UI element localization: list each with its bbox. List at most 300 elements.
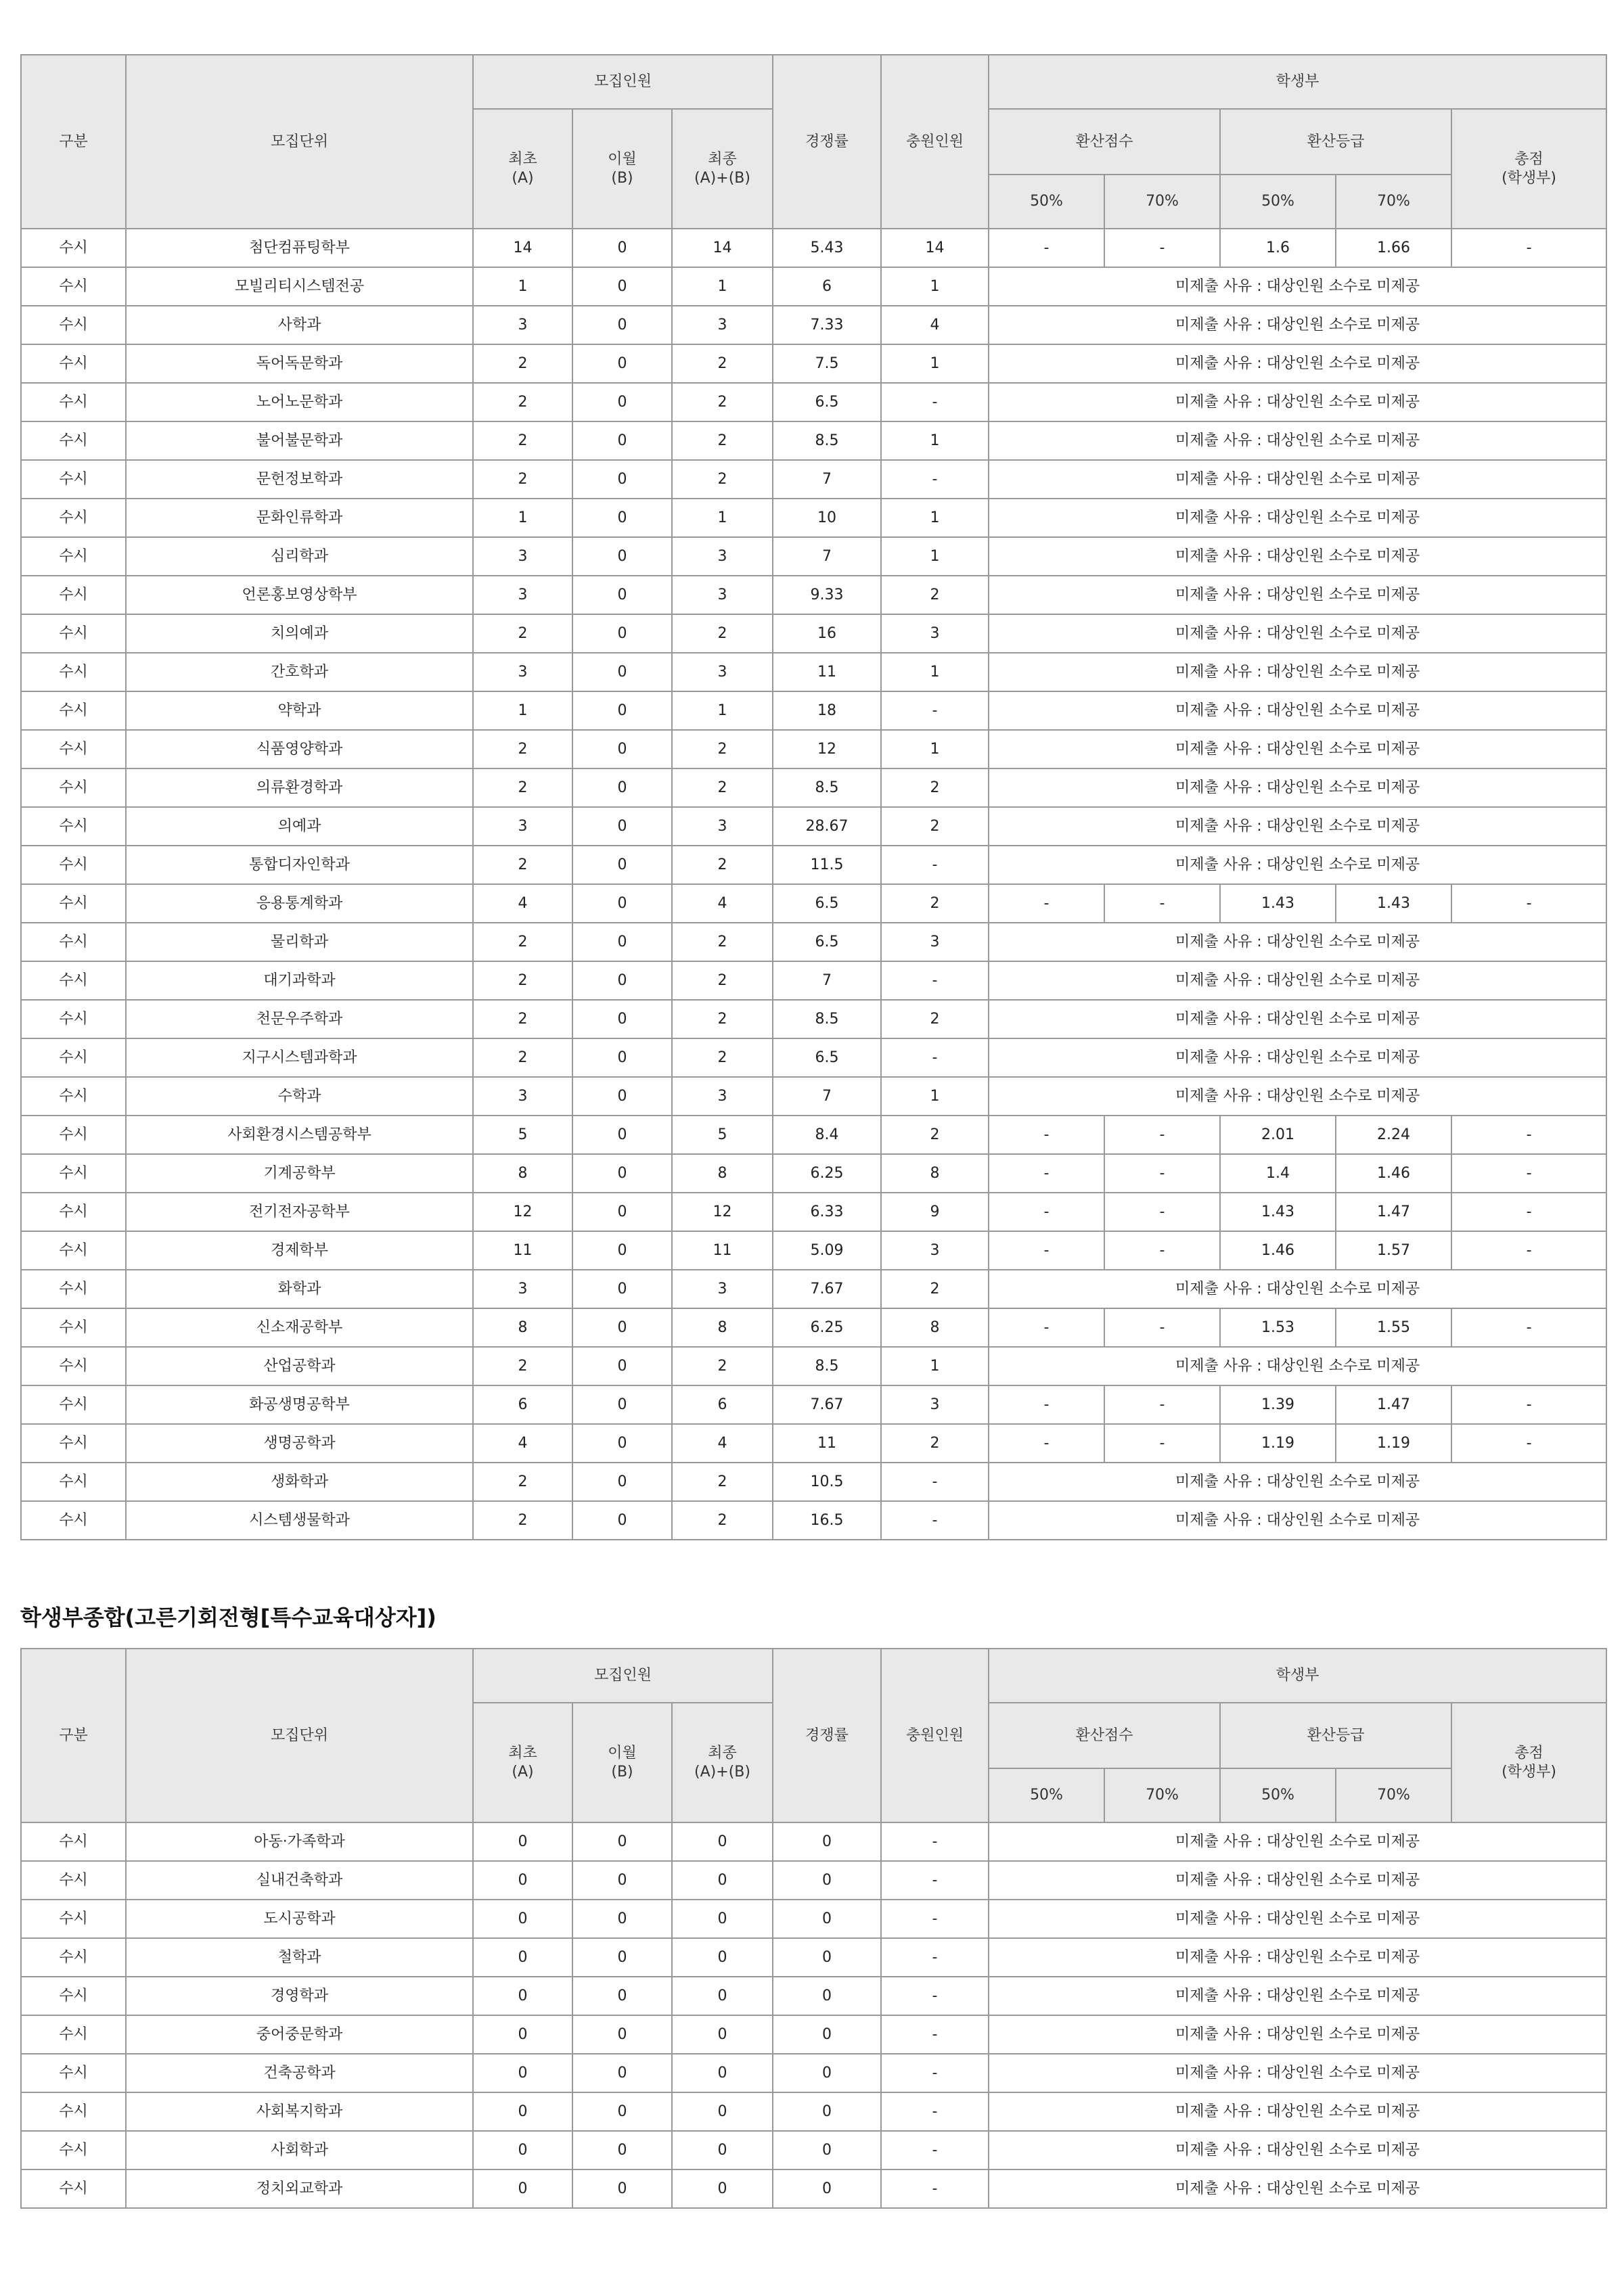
table-cell: 3 (881, 1385, 989, 1424)
header-grade-70: 70% (1336, 1768, 1451, 1822)
table-cell: 1.19 (1220, 1424, 1336, 1463)
table-row (21, 576, 1606, 614)
table-row (21, 1822, 1606, 1861)
table-cell: 3 (672, 1270, 773, 1308)
table-cell: 0 (572, 614, 672, 653)
table-cell: 4 (473, 1424, 572, 1463)
table-cell: 0 (773, 2092, 881, 2131)
table-cell: 14 (672, 229, 773, 267)
undisclosed-note: 미제출 사유 : 대상인원 소수로 미제공 (989, 614, 1606, 653)
table-cell: 0 (473, 1977, 572, 2015)
table-cell: 수시 (21, 1308, 126, 1347)
table-row (21, 383, 1606, 421)
undisclosed-note: 미제출 사유 : 대상인원 소수로 미제공 (989, 1900, 1606, 1938)
table-row (21, 421, 1606, 460)
undisclosed-note: 미제출 사유 : 대상인원 소수로 미제공 (989, 1077, 1606, 1116)
table-cell: 0 (572, 1501, 672, 1540)
table-cell: 11 (773, 653, 881, 691)
header-final: 최종 (A)+(B) (672, 109, 773, 229)
table-cell: 2 (881, 1116, 989, 1154)
table-cell: 0 (572, 499, 672, 537)
table-cell: 수시 (21, 2054, 126, 2092)
table-row (21, 229, 1606, 267)
header-score: 환산점수 (989, 109, 1220, 175)
table-cell: 2 (672, 1038, 773, 1077)
table-cell: - (881, 1861, 989, 1900)
undisclosed-note: 미제출 사유 : 대상인원 소수로 미제공 (989, 460, 1606, 499)
table-cell: 수시 (21, 1938, 126, 1977)
table-cell: 1 (881, 1077, 989, 1116)
table-row (21, 884, 1606, 923)
table-cell: - (989, 884, 1104, 923)
table-cell: 2 (473, 383, 572, 421)
table-cell: 0 (572, 2015, 672, 2054)
table-cell: 불어불문학과 (126, 421, 473, 460)
table-row (21, 1308, 1606, 1347)
table-cell: 심리학과 (126, 537, 473, 576)
table-cell: - (1104, 1154, 1220, 1193)
table-cell: 8.5 (773, 421, 881, 460)
table-cell: 2 (672, 1501, 773, 1540)
table-cell: 0 (572, 1270, 672, 1308)
table-cell: 2 (672, 614, 773, 653)
table-cell: 수시 (21, 267, 126, 306)
table-cell: - (881, 961, 989, 1000)
table-cell: - (1451, 1308, 1606, 1347)
table-cell: - (1451, 1154, 1606, 1193)
table-cell: 0 (572, 923, 672, 961)
table-cell: 물리학과 (126, 923, 473, 961)
table-cell: - (1104, 1308, 1220, 1347)
table-cell: - (881, 2092, 989, 2131)
table-cell: - (1451, 1231, 1606, 1270)
table-cell: 7 (773, 537, 881, 576)
undisclosed-note: 미제출 사유 : 대상인원 소수로 미제공 (989, 1000, 1606, 1038)
table-cell: 경영학과 (126, 1977, 473, 2015)
table-cell: 0 (672, 1900, 773, 1938)
table-cell: - (1104, 229, 1220, 267)
table-cell: 수시 (21, 421, 126, 460)
header-unit: 모집단위 (126, 55, 473, 229)
table-cell: 1 (473, 691, 572, 730)
table-cell: 수시 (21, 768, 126, 807)
table-cell: 5.09 (773, 1231, 881, 1270)
table-cell: 수시 (21, 383, 126, 421)
table-cell: 수시 (21, 1463, 126, 1501)
undisclosed-note: 미제출 사유 : 대상인원 소수로 미제공 (989, 1270, 1606, 1308)
table-cell: 1 (473, 499, 572, 537)
table-2-body (21, 1822, 1606, 2208)
table-cell: 0 (572, 884, 672, 923)
undisclosed-note: 미제출 사유 : 대상인원 소수로 미제공 (989, 768, 1606, 807)
table-cell: - (989, 229, 1104, 267)
table-cell: - (1451, 884, 1606, 923)
table-cell: 3 (672, 653, 773, 691)
table-cell: 수시 (21, 537, 126, 576)
table-cell: 8.4 (773, 1116, 881, 1154)
table-cell: - (1451, 1193, 1606, 1231)
table-cell: 도시공학과 (126, 1900, 473, 1938)
table-row (21, 768, 1606, 807)
table-cell: 3 (672, 537, 773, 576)
undisclosed-note: 미제출 사유 : 대상인원 소수로 미제공 (989, 1822, 1606, 1861)
table-row (21, 614, 1606, 653)
table-cell: 0 (773, 2131, 881, 2169)
table-cell: 2 (672, 460, 773, 499)
header-recruit: 모집인원 (473, 55, 773, 109)
undisclosed-note: 미제출 사유 : 대상인원 소수로 미제공 (989, 1861, 1606, 1900)
table-cell: 수시 (21, 1270, 126, 1308)
table-cell: 응용통계학과 (126, 884, 473, 923)
table-cell: - (1104, 1385, 1220, 1424)
table-cell: 대기과학과 (126, 961, 473, 1000)
table-cell: 6.33 (773, 1193, 881, 1231)
undisclosed-note: 미제출 사유 : 대상인원 소수로 미제공 (989, 499, 1606, 537)
table-cell: - (881, 846, 989, 884)
table-cell: 0 (672, 1822, 773, 1861)
table-cell: 0 (773, 2169, 881, 2208)
table-cell: 6.25 (773, 1308, 881, 1347)
header-filled: 충원인원 (881, 55, 989, 229)
table-cell: 3 (672, 1077, 773, 1116)
table-cell: 0 (773, 2015, 881, 2054)
table-cell: 2 (473, 923, 572, 961)
table-cell: 1 (881, 421, 989, 460)
table-cell: 0 (773, 2054, 881, 2092)
table-cell: 10 (773, 499, 881, 537)
admission-table-2 (20, 1648, 1607, 2209)
table-cell: 4 (672, 884, 773, 923)
table-cell: - (881, 1463, 989, 1501)
table-cell: 수시 (21, 691, 126, 730)
header-score-50: 50% (989, 1768, 1104, 1822)
undisclosed-note: 미제출 사유 : 대상인원 소수로 미제공 (989, 961, 1606, 1000)
header-total: 총점 (학생부) (1451, 1703, 1606, 1822)
table-cell: 1 (881, 730, 989, 768)
table-cell: 2 (473, 1463, 572, 1501)
table-cell: 0 (672, 2092, 773, 2131)
table-cell: 2 (672, 421, 773, 460)
table-cell: 2 (881, 576, 989, 614)
table-cell: 0 (572, 2131, 672, 2169)
header-carry: 이월 (B) (572, 1703, 672, 1822)
table-cell: 2 (672, 344, 773, 383)
table-cell: - (1104, 884, 1220, 923)
table-cell: 2 (672, 1000, 773, 1038)
table-cell: - (881, 1038, 989, 1077)
table-cell: 철학과 (126, 1938, 473, 1977)
table-row (21, 1347, 1606, 1385)
table-cell: 6.5 (773, 923, 881, 961)
table-cell: 수시 (21, 614, 126, 653)
table-cell: 3 (881, 1231, 989, 1270)
table-row (21, 2169, 1606, 2208)
table-row (21, 846, 1606, 884)
table-cell: 3 (473, 306, 572, 344)
table-cell: 수시 (21, 1822, 126, 1861)
table-cell: - (881, 460, 989, 499)
table-cell: 12 (473, 1193, 572, 1231)
table-cell: 18 (773, 691, 881, 730)
table-cell: 1.47 (1336, 1193, 1451, 1231)
table-cell: 식품영양학과 (126, 730, 473, 768)
header-competition: 경쟁률 (773, 55, 881, 229)
table-cell: 6.5 (773, 1038, 881, 1077)
table-cell: 통합디자인학과 (126, 846, 473, 884)
table-cell: 사회환경시스템공학부 (126, 1116, 473, 1154)
table-cell: - (989, 1424, 1104, 1463)
table-cell: 0 (572, 1347, 672, 1385)
table-cell: 수시 (21, 1193, 126, 1231)
table-row (21, 1900, 1606, 1938)
table-cell: 7 (773, 1077, 881, 1116)
table-cell: 수시 (21, 2169, 126, 2208)
table-cell: 2 (672, 730, 773, 768)
table-cell: 7.67 (773, 1385, 881, 1424)
table-cell: 0 (672, 2131, 773, 2169)
table-cell: 1.66 (1336, 229, 1451, 267)
table-cell: 2 (672, 1347, 773, 1385)
table-row (21, 961, 1606, 1000)
table-cell: 수시 (21, 730, 126, 768)
table-cell: 2 (672, 768, 773, 807)
table-cell: 28.67 (773, 807, 881, 846)
table-cell: 11 (672, 1231, 773, 1270)
header-grade-50: 50% (1220, 175, 1336, 229)
table-cell: 1 (473, 267, 572, 306)
table-cell: 문헌정보학과 (126, 460, 473, 499)
table-cell: 8 (473, 1308, 572, 1347)
table-cell: 0 (473, 2054, 572, 2092)
undisclosed-note: 미제출 사유 : 대상인원 소수로 미제공 (989, 691, 1606, 730)
table-cell: 0 (473, 2092, 572, 2131)
table-cell: 3 (672, 576, 773, 614)
table-cell: - (881, 383, 989, 421)
table-cell: - (989, 1116, 1104, 1154)
table-cell: 4 (473, 884, 572, 923)
table-cell: 0 (572, 2092, 672, 2131)
table-cell: 2 (881, 1270, 989, 1308)
table-row (21, 1385, 1606, 1424)
table-cell: 2 (672, 1463, 773, 1501)
header-score-70: 70% (1104, 175, 1220, 229)
admission-table-1 (20, 54, 1607, 1540)
table-cell: 2 (881, 807, 989, 846)
table-cell: 6.25 (773, 1154, 881, 1193)
table-cell: 0 (572, 460, 672, 499)
table-cell: 0 (572, 1938, 672, 1977)
undisclosed-note: 미제출 사유 : 대상인원 소수로 미제공 (989, 1463, 1606, 1501)
undisclosed-note: 미제출 사유 : 대상인원 소수로 미제공 (989, 2169, 1606, 2208)
table-cell: - (881, 1900, 989, 1938)
table-cell: 생명공학과 (126, 1424, 473, 1463)
table-cell: 8 (473, 1154, 572, 1193)
table-row (21, 1077, 1606, 1116)
table-cell: - (1451, 1116, 1606, 1154)
table-row (21, 537, 1606, 576)
table-cell: 수시 (21, 1424, 126, 1463)
header-unit: 모집단위 (126, 1649, 473, 1822)
table-row (21, 306, 1606, 344)
table-cell: 0 (572, 537, 672, 576)
undisclosed-note: 미제출 사유 : 대상인원 소수로 미제공 (989, 537, 1606, 576)
table-cell: 1.43 (1336, 884, 1451, 923)
table-cell: 0 (672, 2169, 773, 2208)
table-cell: 4 (881, 306, 989, 344)
table-cell: 0 (572, 1308, 672, 1347)
table-cell: 0 (572, 691, 672, 730)
table-cell: 정치외교학과 (126, 2169, 473, 2208)
table-cell: 0 (773, 1938, 881, 1977)
table-cell: 수시 (21, 1000, 126, 1038)
table-cell: 수시 (21, 2092, 126, 2131)
table-cell: 0 (572, 2169, 672, 2208)
header-score-50: 50% (989, 175, 1104, 229)
header-score-70: 70% (1104, 1768, 1220, 1822)
table-cell: 4 (672, 1424, 773, 1463)
table-cell: 수시 (21, 1038, 126, 1077)
table-row (21, 1424, 1606, 1463)
table-row (21, 460, 1606, 499)
table-cell: 8 (881, 1154, 989, 1193)
undisclosed-note: 미제출 사유 : 대상인원 소수로 미제공 (989, 421, 1606, 460)
table-row (21, 923, 1606, 961)
table-cell: 0 (672, 2054, 773, 2092)
table-cell: - (1104, 1116, 1220, 1154)
table-cell: 신소재공학부 (126, 1308, 473, 1347)
table-cell: 9.33 (773, 576, 881, 614)
table-cell: 7.67 (773, 1270, 881, 1308)
table-row (21, 2131, 1606, 2169)
table-cell: 0 (572, 306, 672, 344)
undisclosed-note: 미제출 사유 : 대상인원 소수로 미제공 (989, 1501, 1606, 1540)
table-cell: 0 (572, 961, 672, 1000)
header-grade: 환산등급 (1220, 1703, 1451, 1768)
header-initial: 최초 (A) (473, 109, 572, 229)
table-cell: 7 (773, 961, 881, 1000)
undisclosed-note: 미제출 사유 : 대상인원 소수로 미제공 (989, 576, 1606, 614)
table-cell: 6 (473, 1385, 572, 1424)
table-cell: 2 (473, 614, 572, 653)
undisclosed-note: 미제출 사유 : 대상인원 소수로 미제공 (989, 383, 1606, 421)
table-cell: - (881, 1977, 989, 2015)
table-cell: 2 (672, 923, 773, 961)
undisclosed-note: 미제출 사유 : 대상인원 소수로 미제공 (989, 1938, 1606, 1977)
table-cell: 0 (572, 1116, 672, 1154)
table-cell: - (1451, 1424, 1606, 1463)
table-cell: 14 (473, 229, 572, 267)
table-cell: 수시 (21, 1861, 126, 1900)
table-cell: 수시 (21, 499, 126, 537)
table-cell: 2 (473, 344, 572, 383)
table-cell: 사회학과 (126, 2131, 473, 2169)
table-cell: 1 (672, 691, 773, 730)
table-cell: 1.55 (1336, 1308, 1451, 1347)
table-row (21, 1193, 1606, 1231)
table-cell: 7.33 (773, 306, 881, 344)
table-cell: 수시 (21, 1900, 126, 1938)
table-cell: 0 (672, 1938, 773, 1977)
table-cell: 2 (672, 846, 773, 884)
undisclosed-note: 미제출 사유 : 대상인원 소수로 미제공 (989, 1038, 1606, 1077)
header-grade-70: 70% (1336, 175, 1451, 229)
table-cell: 화학과 (126, 1270, 473, 1308)
table-cell: 0 (572, 1463, 672, 1501)
table-cell: 0 (473, 1822, 572, 1861)
header-competition: 경쟁률 (773, 1649, 881, 1822)
table-cell: 모빌리티시스템전공 (126, 267, 473, 306)
table-cell: 2 (473, 1347, 572, 1385)
table-cell: - (881, 2169, 989, 2208)
table-row (21, 807, 1606, 846)
table-row (21, 2015, 1606, 2054)
table-row (21, 1270, 1606, 1308)
table-cell: 실내건축학과 (126, 1861, 473, 1900)
table-cell: 1 (881, 344, 989, 383)
table-cell: 3 (881, 614, 989, 653)
table-cell: 1.43 (1220, 884, 1336, 923)
table-cell: 0 (572, 1193, 672, 1231)
table-cell: 0 (572, 1977, 672, 2015)
table-cell: 수시 (21, 961, 126, 1000)
table-cell: 0 (572, 267, 672, 306)
table-cell: 사학과 (126, 306, 473, 344)
table-cell: 수시 (21, 807, 126, 846)
table-cell: 2 (473, 1501, 572, 1540)
table-cell: 5 (473, 1116, 572, 1154)
table-cell: 2 (672, 961, 773, 1000)
table-cell: 0 (773, 1977, 881, 2015)
table-cell: 수시 (21, 1977, 126, 2015)
table-cell: 0 (572, 1861, 672, 1900)
table-cell: 1.39 (1220, 1385, 1336, 1424)
undisclosed-note: 미제출 사유 : 대상인원 소수로 미제공 (989, 267, 1606, 306)
header-initial: 최초 (A) (473, 1703, 572, 1822)
table-cell: 0 (572, 846, 672, 884)
table-cell: 0 (572, 1822, 672, 1861)
table-cell: 6.5 (773, 383, 881, 421)
table-cell: 2 (881, 884, 989, 923)
undisclosed-note: 미제출 사유 : 대상인원 소수로 미제공 (989, 846, 1606, 884)
table-cell: 2.01 (1220, 1116, 1336, 1154)
table-cell: - (881, 1501, 989, 1540)
table-cell: 1.19 (1336, 1424, 1451, 1463)
table-cell: 0 (572, 383, 672, 421)
table-cell: 1 (881, 499, 989, 537)
table-cell: 수시 (21, 344, 126, 383)
table-cell: 수시 (21, 1077, 126, 1116)
table-row (21, 1231, 1606, 1270)
undisclosed-note: 미제출 사유 : 대상인원 소수로 미제공 (989, 2092, 1606, 2131)
table-cell: 0 (572, 1000, 672, 1038)
table-cell: 0 (572, 344, 672, 383)
table-cell: 천문우주학과 (126, 1000, 473, 1038)
table-cell: 0 (572, 807, 672, 846)
table-cell: 0 (473, 2131, 572, 2169)
table-cell: - (1104, 1424, 1220, 1463)
table-cell: 8 (881, 1308, 989, 1347)
table-cell: - (881, 2131, 989, 2169)
table-cell: 2 (672, 383, 773, 421)
table-cell: 0 (572, 1231, 672, 1270)
table-cell: 수시 (21, 229, 126, 267)
table-cell: 1 (881, 537, 989, 576)
undisclosed-note: 미제출 사유 : 대상인원 소수로 미제공 (989, 1347, 1606, 1385)
table-cell: 2 (473, 1000, 572, 1038)
table-cell: 치의예과 (126, 614, 473, 653)
table-1-body (21, 229, 1606, 1540)
table-cell: 건축공학과 (126, 2054, 473, 2092)
